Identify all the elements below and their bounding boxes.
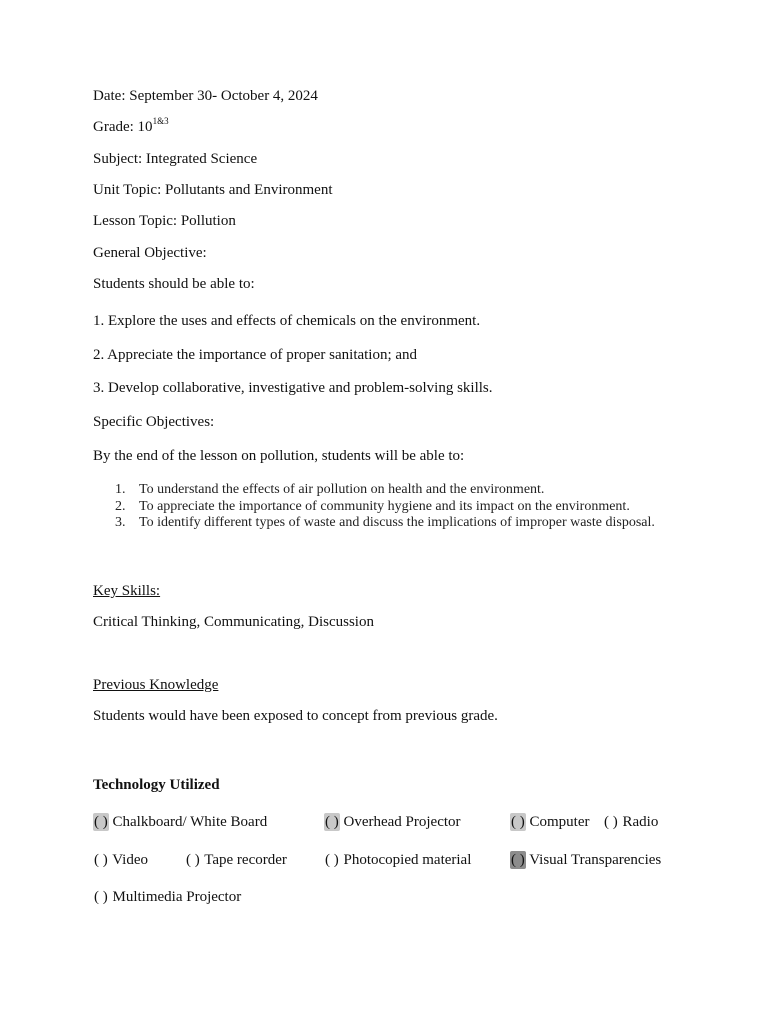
technology-heading: Technology Utilized — [93, 777, 220, 793]
list-item-text: To identify different types of waste and discuss the implications of improper waste disposal. — [139, 515, 655, 530]
specific-objectives-list — [93, 482, 673, 532]
checkbox[interactable]: ( ) — [186, 852, 200, 868]
tech-option-label: Tape recorder — [204, 852, 287, 868]
checkbox[interactable]: ( ) — [511, 814, 525, 830]
previous-knowledge-heading: Previous Knowledge — [93, 677, 219, 693]
tech-option-label: Visual Transparencies — [529, 852, 662, 868]
list-item-number: 3. — [115, 515, 126, 530]
date-line: Date: September 30- October 4, 2024 — [93, 88, 318, 104]
tech-option-chalkboard[interactable] — [93, 813, 267, 831]
tech-option-label: Chalkboard/ White Board — [112, 814, 268, 830]
previous-knowledge-text: Students would have been exposed to concept from previous grade. — [93, 708, 498, 724]
subject-line: Subject: Integrated Science — [93, 151, 258, 167]
checkbox[interactable]: ( ) — [604, 814, 618, 830]
checkbox[interactable]: ( ) — [325, 814, 339, 830]
tech-option-label: Multimedia Projector — [112, 889, 242, 905]
unit-topic-line: Unit Topic: Pollutants and Environment — [93, 182, 333, 198]
tech-option-label: Photocopied material — [343, 852, 472, 868]
tech-option-label: Radio — [622, 814, 659, 830]
grade-line — [93, 118, 169, 136]
checkbox[interactable]: ( ) — [325, 852, 339, 868]
list-item — [93, 482, 673, 499]
tech-option-radio[interactable] — [603, 813, 658, 831]
grade-superscript: 1&3 — [152, 116, 169, 126]
checkbox[interactable]: ( ) — [94, 889, 108, 905]
list-item — [93, 515, 673, 532]
general-objective-heading: General Objective: — [93, 245, 207, 261]
specific-objectives-intro: By the end of the lesson on pollution, students will be able to: — [93, 448, 465, 464]
general-objective-item: 1. Explore the uses and effects of chemicals on the environment. — [93, 313, 481, 329]
list-item — [93, 499, 673, 516]
checkbox[interactable]: ( ) — [511, 852, 525, 868]
tech-option-label: Overhead Projector — [343, 814, 461, 830]
list-item-text: To understand the effects of air pollution on health and the environment. — [139, 482, 545, 497]
tech-option-overhead-projector[interactable] — [324, 813, 461, 831]
list-item-number: 2. — [115, 498, 126, 514]
tech-option-label: Video — [112, 852, 148, 868]
tech-option-tape-recorder[interactable] — [185, 851, 287, 869]
general-objective-intro: Students should be able to: — [93, 276, 255, 292]
tech-option-visual-transparencies[interactable] — [510, 851, 661, 869]
general-objective-item: 3. Develop collaborative, investigative and problem-solving skills. — [93, 380, 493, 396]
grade-text: Grade: 10 — [93, 119, 153, 135]
tech-option-computer[interactable] — [510, 813, 590, 831]
key-skills-text: Critical Thinking, Communicating, Discussion — [93, 614, 374, 630]
key-skills-heading: Key Skills: — [93, 583, 161, 599]
tech-option-multimedia-projector[interactable] — [93, 888, 241, 906]
tech-option-video[interactable] — [93, 851, 148, 869]
list-item-text: To appreciate the importance of community hygiene and its impact on the environment. — [139, 498, 630, 514]
list-item-number: 1. — [115, 482, 126, 497]
general-objective-item: 2. Appreciate the importance of proper sanitation; and — [93, 347, 418, 363]
checkbox[interactable]: ( ) — [94, 814, 108, 830]
specific-objectives-heading: Specific Objectives: — [93, 414, 215, 430]
lesson-topic-line: Lesson Topic: Pollution — [93, 213, 236, 229]
tech-option-photocopied-material[interactable] — [324, 851, 471, 869]
tech-option-label: Computer — [529, 814, 590, 830]
checkbox[interactable]: ( ) — [94, 852, 108, 868]
